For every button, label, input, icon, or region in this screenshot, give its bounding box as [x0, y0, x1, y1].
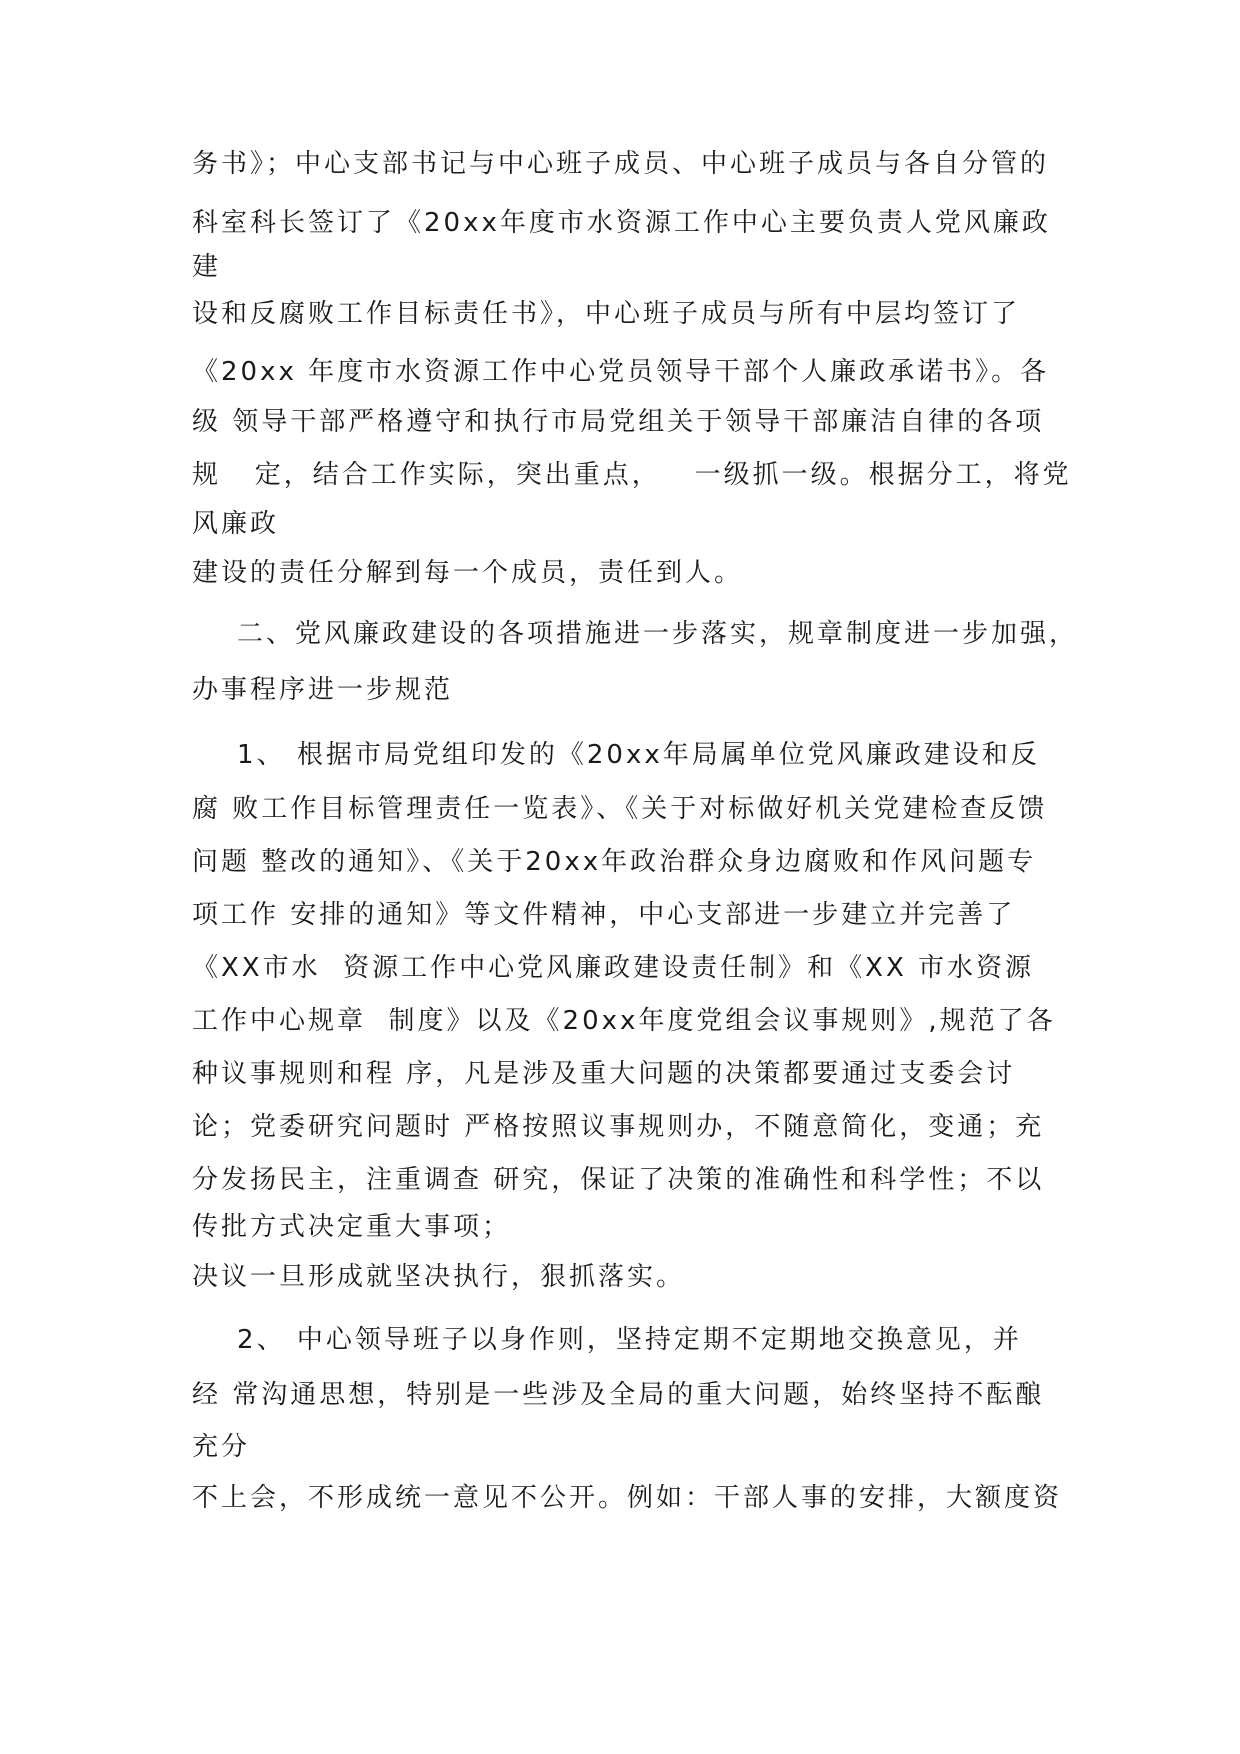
text-line: 建: [192, 252, 222, 282]
text-line: 二、党风廉政建设的各项措施进一步落实，规章制度进一步加强，: [192, 619, 1079, 649]
text-line: 决议一旦形成就坚决执行，狠抓落实。: [192, 1262, 686, 1292]
text-line: 项工作 安排的通知》等文件精神，中心支部进一步建立并完善了: [192, 900, 1016, 930]
text-line: 《XX市水 资源工作中心党风廉政建设责任制》和《XX 市水资源: [192, 953, 1035, 983]
text-line: 《20xx 年度市水资源工作中心党员领导干部个人廉政承诺书》。各: [192, 357, 1050, 387]
text-line: 充分: [192, 1432, 251, 1462]
text-line: 建设的责任分解到每一个成员，责任到人。: [192, 558, 744, 588]
text-line: 不上会，不形成统一意见不公开。例如：干部人事的安排，大额度资: [192, 1483, 1063, 1513]
text-line: 级 领导干部严格遵守和执行市局党组关于领导干部廉洁自律的各项: [192, 407, 1045, 437]
text-line: 经 常沟通思想，特别是一些涉及全局的重大问题，始终坚持不酝酿: [192, 1380, 1045, 1410]
text-line: 种议事规则和程 序，凡是涉及重大问题的决策都要通过支委会讨: [192, 1059, 1016, 1089]
text-line: 2、 中心领导班子以身作则，坚持定期不定期地交换意见，并: [192, 1325, 1022, 1355]
text-line: 传批方式决定重大事项；: [192, 1212, 512, 1242]
text-line: 分发扬民主，注重调查 研究，保证了决策的准确性和科学性；不以: [192, 1165, 1045, 1195]
text-line: 1、 根据市局党组印发的《20xx年局属单位党风廉政建设和反: [192, 740, 1040, 770]
text-line: 工作中心规章 制度》以及《20xx年度党组会议事规则》,规范了各: [192, 1006, 1056, 1036]
text-line: 论；党委研究问题时 严格按照议事规则办，不随意简化，变通；充: [192, 1112, 1045, 1142]
text-line: 办事程序进一步规范: [192, 675, 454, 705]
text-line: 问题 整改的通知》、《关于20xx年政治群众身边腐败和作风问题专: [192, 847, 1037, 877]
text-line: 规 定，结合工作实际，突出重点， 一级抓一级。根据分工，将党: [192, 460, 1072, 490]
text-line: 风廉政: [192, 509, 280, 539]
text-line: 科室科长签订了《20xx年度市水资源工作中心主要负责人党风廉政: [192, 208, 1051, 238]
text-line: 腐 败工作目标管理责任一览表》、《关于对标做好机关党建检查反馈: [192, 794, 1048, 824]
text-line: 设和反腐败工作目标责任书》，中心班子成员与所有中层均签订了: [192, 299, 1021, 329]
text-line: 务书》；中心支部书记与中心班子成员、中心班子成员与各自分管的: [192, 149, 1050, 179]
